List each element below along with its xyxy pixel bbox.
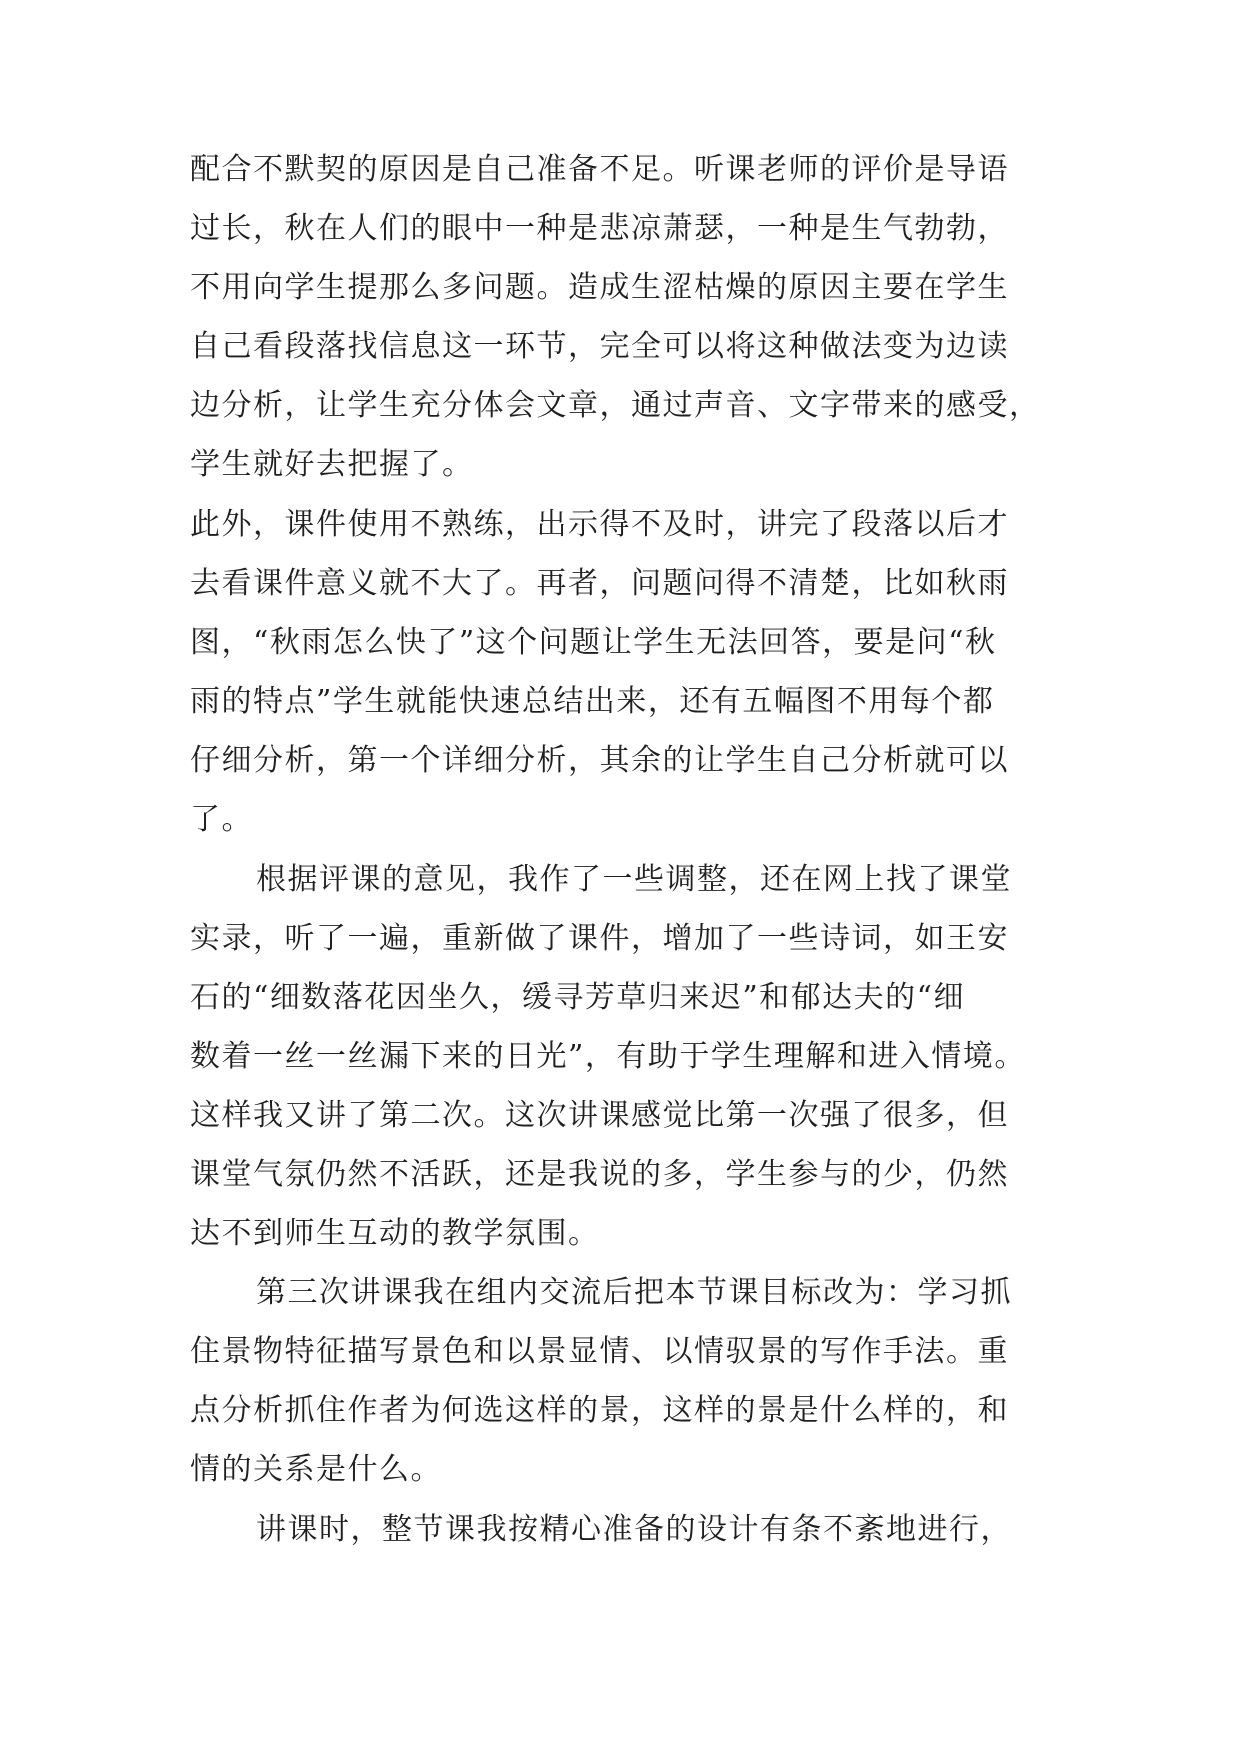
- text-line: 了。: [190, 802, 253, 837]
- text-line: 点分析抓住作者为何选这样的景，这样的景是什么样的，和: [190, 1393, 1009, 1428]
- text-line: 雨的特点”学生就能快速总结出来，还有五幅图不用每个都: [190, 684, 995, 719]
- text-line: 数着一丝一丝漏下来的日光”，有助于学生理解和进入情境。: [190, 1039, 1026, 1074]
- text-line: 住景物特征描写景色和以景显情、以情驭景的写作手法。重: [190, 1334, 1009, 1369]
- text-line: 实录，听了一遍，重新做了课件，增加了一些诗词，如王安: [190, 921, 1009, 956]
- text-line: 达不到师生互动的教学氛围。: [190, 1216, 600, 1251]
- paragraph-first-line: 讲课时，整节课我按精心准备的设计有条不紊地进行，: [256, 1512, 1012, 1547]
- text-line: 图，“秋雨怎么快了”这个问题让学生无法回答，要是问“秋: [190, 625, 997, 660]
- text-line: 仔细分析，第一个详细分析，其余的让学生自己分析就可以: [190, 743, 1009, 778]
- text-line: 过长，秋在人们的眼中一种是悲凉萧瑟，一种是生气勃勃，: [190, 211, 1009, 246]
- text-line: 不用向学生提那么多问题。造成生涩枯燥的原因主要在学生: [190, 270, 1009, 305]
- paragraph-first-line: 根据评课的意见，我作了一些调整，还在网上找了课堂: [256, 862, 1012, 897]
- text-line: 课堂气氛仍然不活跃，还是我说的多，学生参与的少，仍然: [190, 1157, 1009, 1192]
- text-line: 石的“细数落花因坐久，缓寻芳草归来迟”和郁达夫的“细: [190, 980, 966, 1015]
- text-line: 配合不默契的原因是自己准备不足。听课老师的评价是导语: [190, 152, 1009, 187]
- text-line: 学生就好去把握了。: [190, 447, 474, 482]
- paragraph-first-line: 第三次讲课我在组内交流后把本节课目标改为：学习抓: [256, 1275, 1012, 1310]
- text-line: 情的关系是什么。: [190, 1452, 442, 1487]
- text-line: 边分析，让学生充分体会文章，通过声音、文字带来的感受，: [190, 388, 1041, 423]
- text-line: 这样我又讲了第二次。这次讲课感觉比第一次强了很多，但: [190, 1098, 1009, 1133]
- text-line: 去看课件意义就不大了。再者，问题问得不清楚，比如秋雨: [190, 566, 1009, 601]
- text-line: 此外，课件使用不熟练，出示得不及时，讲完了段落以后才: [190, 507, 1009, 542]
- text-line: 自己看段落找信息这一环节，完全可以将这种做法变为边读: [190, 329, 1009, 364]
